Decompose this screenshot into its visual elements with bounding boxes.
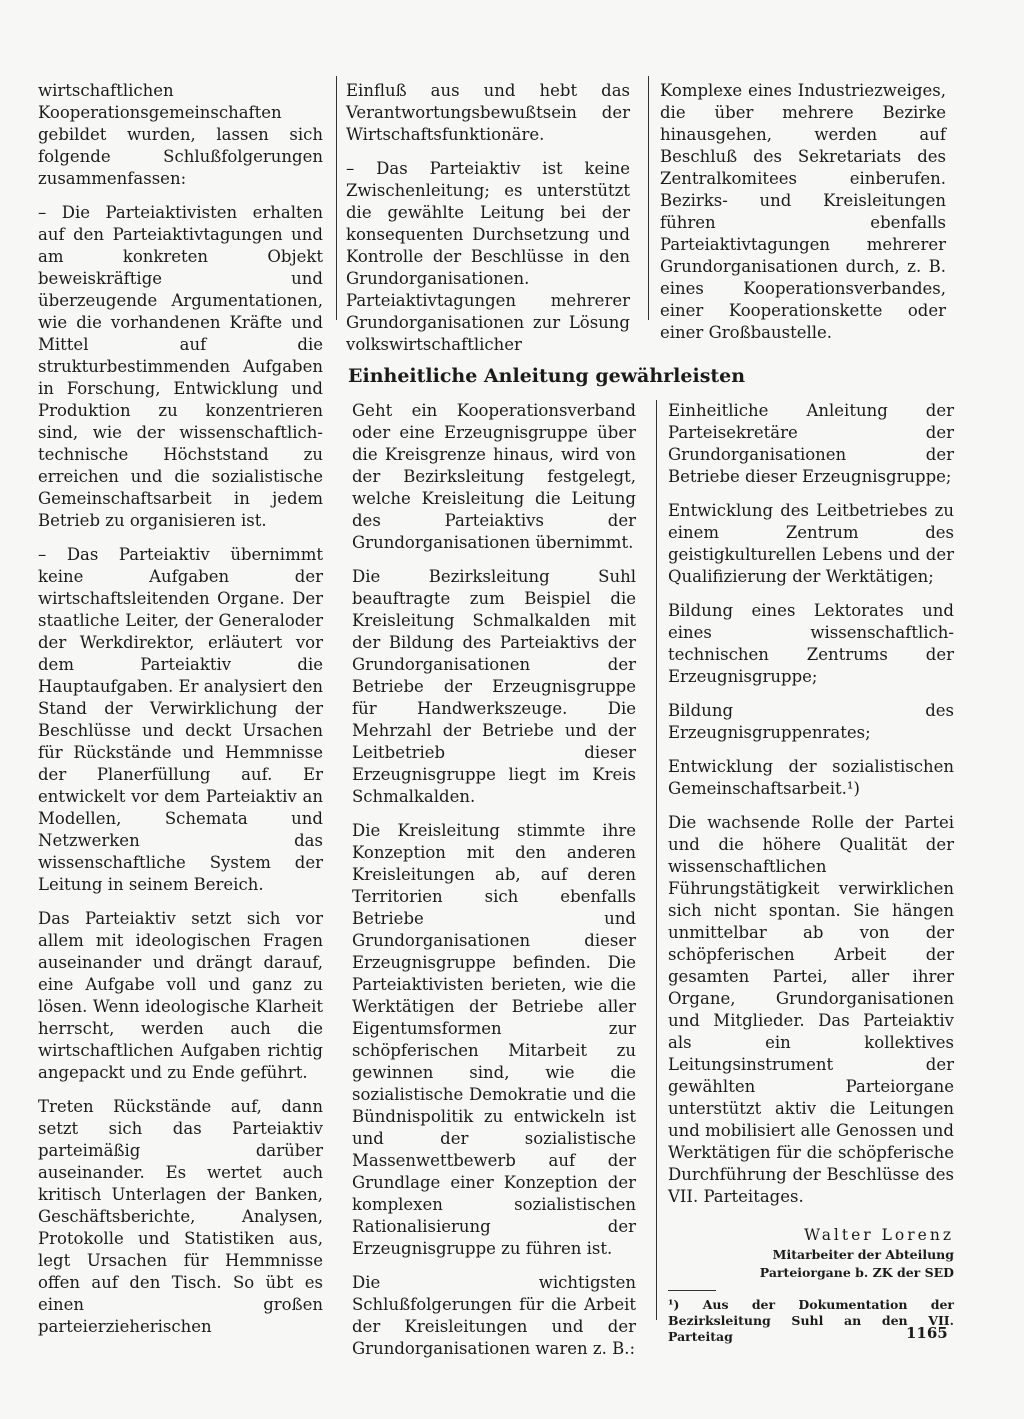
paragraph: Entwicklung des Leitbetriebes zu einem Zentrum des geistigkulturellen Lebens und der Qualifizierung der Werktätigen; [668, 501, 954, 586]
paragraph: Die Bezirksleitung Suhl beauftragte zum Beispiel die Kreisleitung Schmalkalden mit der Bildung des Parteiaktivs der Grundorganisationen der Betriebe der Erzeugnisgruppe für Handwerkszeuge. Die Mehrzahl der Betriebe und der Leitbetrieb dieser Erzeugnisgruppe liegt im Kreis Schmalkalden. [352, 567, 636, 806]
paragraph: – Das Parteiaktiv übernimmt keine Aufgaben der wirtschaftsleitenden Organe. Der staatliche Leiter, der Generaloder der Werkdirektor, erläutert vor dem Parteiaktiv die Hauptaufgaben. Er analysiert den Stand der Verwirklichung der Beschlüsse und deckt Ursachen für Rückstände und Hemmnisse der Planerfüllung auf. Er entwickelt vor dem Parteiaktiv an Modellen, Schemata und Netzwerken das wissenschaftliche System der Leitung in seinem Bereich. [38, 545, 323, 894]
column-2 [346, 80, 630, 368]
author-signature [668, 1224, 954, 1282]
paragraph: Einheitliche Anleitung der Parteisekretäre der Grundorganisationen der Betriebe dieser Erzeugnisgruppe; [668, 401, 954, 486]
author-department: Parteiorgane b. ZK der SED [759, 1265, 954, 1280]
paragraph: Bildung eines Lektorates und eines wissenschaftlich-technischen Zentrums der Erzeugnisgruppe; [668, 601, 954, 686]
paragraph: wirtschaftlichen Kooperationsgemeinschaften gebildet wurden, lassen sich folgende Schlußfolgerungen zusammenfassen: [38, 81, 323, 188]
column-4 [352, 400, 636, 1372]
paragraph: Die Kreisleitung stimmte ihre Konzeption mit den anderen Kreisleitungen ab, auf deren Territorien sich ebenfalls Betriebe und Grundorganisationen dieser Erzeugnisgruppe befinden. Die Parteiaktivisten berieten, wie die Werktätigen der Betriebe aller Eigentumsformen zur schöpferischen Mitarbeit zu gewinnen sind, wie die sozialistische Demokratie und die Bündnispolitik zu entwickeln ist und der sozialistische Massenwettbewerb auf der Grundlage einer Konzeption der komplexen sozialistischen Rationalisierung der Erzeugnisgruppe zu führen ist. [352, 821, 636, 1258]
footnote: ¹) Aus der Dokumentation der Bezirksleitung Suhl an den VII. Parteitag [668, 1297, 954, 1344]
column-divider [336, 76, 337, 320]
page-number: 1165 [906, 1324, 948, 1342]
paragraph: Einfluß aus und hebt das Verantwortungsbewußtsein der Wirtschaftsfunktionäre. [346, 81, 630, 144]
section-heading: Einheitliche Anleitung gewährleisten [348, 365, 746, 387]
paragraph: Entwicklung der sozialistischen Gemeinschaftsarbeit.¹) [668, 757, 954, 798]
paragraph: Treten Rückstände auf, dann setzt sich das Parteiaktiv parteimäßig darüber auseinander. Es wertet auch kritisch Unterlagen der Banken, Geschäftsberichte, Analysen, Protokolle und Statistiken aus, legt Ursachen für Hemmnisse offen auf den Tisch. So übt es einen großen parteierzieherischen [38, 1097, 323, 1336]
paragraph: Die wachsende Rolle der Partei und die höhere Qualität der wissenschaftlichen Führungstätigkeit verwirklichen sich nicht spontan. Sie hängen unmittelbar ab von der schöpferischen Arbeit der gesamten Partei, aller ihrer Organe, Grundorganisationen und Mitglieder. Das Parteiaktiv als ein kollektives Leitungsinstrument der gewählten Parteiorgane unterstützt aktiv die Leitungen und mobilisiert alle Genossen und Werktätigen für die schöpferische Durchführung der Beschlüsse des VII. Parteitages. [668, 813, 954, 1206]
paragraph: Komplexe eines Industriezweiges, die über mehrere Bezirke hinausgehen, werden auf Beschluß des Sekretariats des Zentralkomitees einberufen. Bezirks- und Kreisleitungen führen ebenfalls Parteiaktivtagungen mehrerer Grundorganisationen durch, z. B. eines Kooperationsverbandes, einer Kooperationskette oder einer Großbaustelle. [660, 81, 946, 342]
paragraph: – Die Parteiaktivisten erhalten auf den Parteiaktivtagungen und am konkreten Objekt beweiskräftige und überzeugende Argumentationen, wie die vorhandenen Kräfte und Mittel auf die strukturbestimmenden Aufgaben in Forschung, Entwicklung und Produktion zu konzentrieren sind, wie der wissenschaftlich-technische Höchststand zu erreichen und die sozialistische Gemeinschaftsarbeit in jedem Betrieb zu organisieren ist. [38, 203, 323, 530]
column-3 [660, 80, 946, 356]
author-name: Walter Lorenz [804, 1226, 954, 1244]
author-role: Mitarbeiter der Abteilung [772, 1247, 954, 1262]
paragraph: Bildung des Erzeugnisgruppenrates; [668, 701, 954, 742]
column-divider [648, 76, 649, 320]
paragraph: Die wichtigsten Schlußfolgerungen für die Arbeit der Kreisleitungen und der Grundorganisationen waren z. B.: [352, 1273, 636, 1358]
column-5 [668, 400, 954, 1345]
column-1 [38, 80, 323, 1350]
column-divider [656, 400, 657, 1320]
footnote-divider [668, 1290, 716, 1291]
paragraph: – Das Parteiaktiv ist keine Zwischenleitung; es unterstützt die gewählte Leitung bei der konsequenten Durchsetzung und Kontrolle der Beschlüsse in den Grundorganisationen. Parteiaktivtagungen mehrerer Grundorganisationen zur Lösung volkswirtschaftlicher [346, 159, 630, 354]
paragraph: Geht ein Kooperationsverband oder eine Erzeugnisgruppe über die Kreisgrenze hinaus, wird von der Bezirksleitung festgelegt, welche Kreisleitung die Leitung des Parteiaktivs der Grundorganisationen übernimmt. [352, 401, 636, 552]
paragraph: Das Parteiaktiv setzt sich vor allem mit ideologischen Fragen auseinander und drängt darauf, eine Aufgabe voll und ganz zu lösen. Wenn ideologische Klarheit herrscht, werden auch die wirtschaftlichen Aufgaben richtig angepackt und zu Ende geführt. [38, 909, 323, 1082]
